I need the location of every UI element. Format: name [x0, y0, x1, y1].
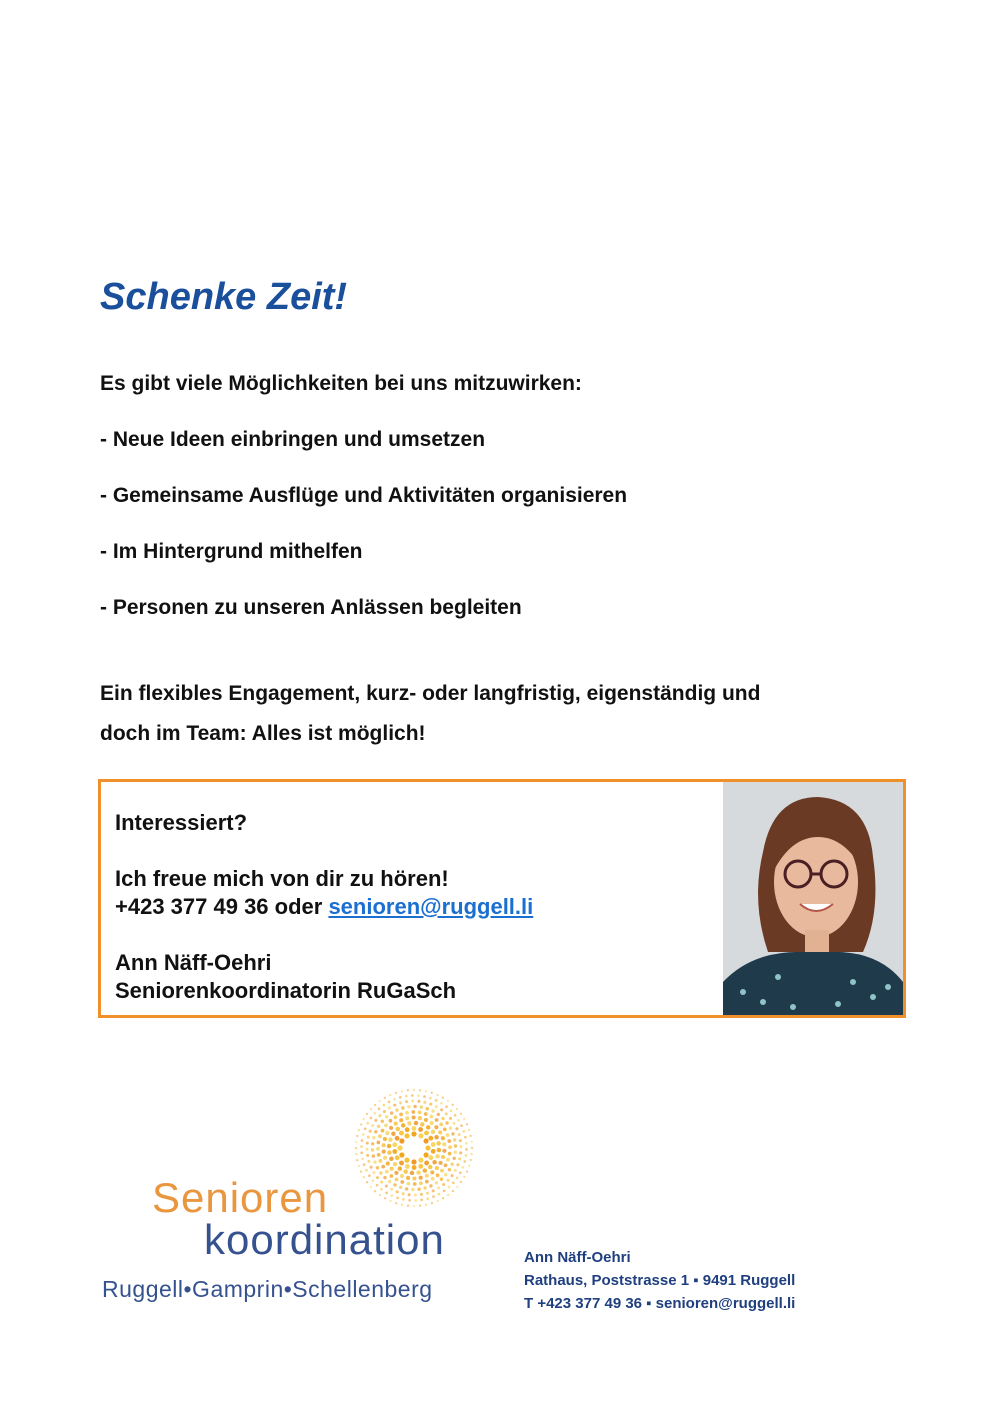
contact-invite: Ich freue mich von dir zu hören!	[115, 866, 449, 891]
intro-text: Es gibt viele Möglichkeiten bei uns mitzuwirken:	[100, 372, 582, 395]
contact-name: Ann Näff-Oehri	[115, 950, 272, 975]
contact-question: Interessiert?	[115, 810, 248, 835]
contact-phone-line	[115, 894, 533, 920]
option-item: - Neue Ideen einbringen und umsetzen	[100, 428, 486, 451]
engagement-text: Ein flexibles Engagement, kurz- oder langfristig, eigenständig und	[100, 682, 761, 705]
option-item: - Personen zu unseren Anlässen begleiten	[100, 596, 522, 619]
option-item: - Gemeinsame Ausflüge und Aktivitäten organisieren	[100, 484, 628, 507]
engagement-text: doch im Team: Alles ist möglich!	[100, 722, 426, 745]
logo-line-koordination: koordination	[204, 1216, 445, 1263]
logo-line-villages: Ruggell•Gamprin•Schellenberg	[102, 1276, 433, 1302]
footer-address	[524, 1246, 795, 1315]
phone-number: +423 377 49 36 oder	[115, 894, 329, 919]
footer-contact-line: T +423 377 49 36 ▪ senioren@ruggell.li	[524, 1295, 796, 1312]
contact-box	[98, 779, 906, 1018]
logo	[100, 1088, 490, 1318]
sun-logo-icon	[354, 1088, 474, 1208]
option-item: - Im Hintergrund mithelfen	[100, 540, 363, 563]
contact-role: Seniorenkoordinatorin RuGaSch	[115, 978, 457, 1003]
footer-name: Ann Näff-Oehri	[524, 1249, 631, 1266]
portrait-photo	[723, 782, 903, 1015]
footer-address-line: Rathaus, Poststrasse 1 ▪ 9491 Ruggell	[524, 1272, 796, 1289]
logo-line-senioren: Senioren	[152, 1174, 329, 1221]
page-title: Schenke Zeit!	[100, 276, 348, 318]
email-link[interactable]: senioren@ruggell.li	[328, 894, 534, 919]
